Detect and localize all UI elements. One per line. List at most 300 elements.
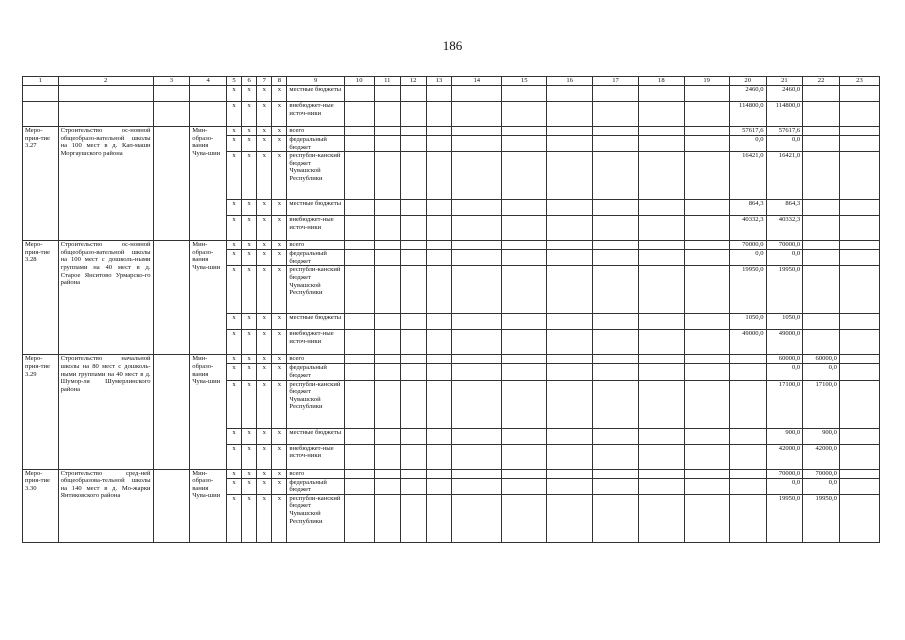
value-col-20: 114800,0	[729, 102, 766, 127]
value-col-23	[839, 266, 879, 314]
executor: Мин-образо-вания Чува-шии	[190, 355, 227, 469]
table-cell	[684, 380, 729, 428]
table-cell	[344, 250, 374, 266]
table-cell	[452, 330, 502, 355]
value-col-20: 70000,0	[729, 241, 766, 250]
funding-source: федеральный бюджет	[287, 364, 344, 380]
table-cell	[374, 330, 400, 355]
table-cell	[452, 380, 502, 428]
table-cell	[592, 152, 638, 200]
mark-cell: х	[242, 469, 257, 478]
table-cell	[400, 444, 426, 469]
table-cell	[502, 364, 547, 380]
table-cell	[426, 330, 452, 355]
mark-cell: х	[242, 86, 257, 102]
table-cell	[400, 314, 426, 330]
mark-cell: х	[257, 136, 272, 152]
table-cell	[452, 494, 502, 542]
value-col-20	[729, 478, 766, 494]
table-cell	[502, 355, 547, 364]
column-header: 4	[190, 77, 227, 86]
value-col-20	[729, 428, 766, 444]
table-cell	[452, 241, 502, 250]
table-cell	[502, 314, 547, 330]
table-cell	[684, 266, 729, 314]
table-cell	[426, 266, 452, 314]
table-cell	[684, 250, 729, 266]
table-cell	[400, 478, 426, 494]
value-col-23	[839, 364, 879, 380]
table-cell	[452, 136, 502, 152]
table-cell	[426, 355, 452, 364]
value-col-21: 1050,0	[766, 314, 803, 330]
table-cell	[502, 200, 547, 216]
value-col-20	[729, 355, 766, 364]
column-header: 8	[272, 77, 287, 86]
table-cell	[344, 469, 374, 478]
executor: Мин-образо-вания Чува-шии	[190, 127, 227, 241]
mark-cell: х	[257, 494, 272, 542]
funding-source: всего	[287, 355, 344, 364]
column-header: 14	[452, 77, 502, 86]
table-cell	[344, 428, 374, 444]
table-cell	[400, 216, 426, 241]
table-row	[23, 127, 880, 136]
header-row	[23, 77, 880, 86]
table-cell	[374, 478, 400, 494]
column-header: 21	[766, 77, 803, 86]
table-cell	[344, 216, 374, 241]
table-cell	[344, 200, 374, 216]
funding-source: федеральный бюджет	[287, 136, 344, 152]
value-col-21: 57617,6	[766, 127, 803, 136]
table-cell	[639, 469, 684, 478]
table-cell	[547, 444, 592, 469]
funding-source: всего	[287, 127, 344, 136]
table-cell	[426, 200, 452, 216]
table-cell	[639, 127, 684, 136]
table-cell	[592, 200, 638, 216]
value-col-20	[729, 364, 766, 380]
table-cell	[374, 127, 400, 136]
mark-cell: х	[257, 364, 272, 380]
value-col-20	[729, 380, 766, 428]
mark-cell: х	[226, 478, 241, 494]
table-cell	[639, 364, 684, 380]
mark-cell: х	[226, 266, 241, 314]
table-cell	[374, 241, 400, 250]
table-cell	[400, 127, 426, 136]
mark-cell: х	[226, 86, 241, 102]
table-cell	[684, 86, 729, 102]
table-cell	[639, 428, 684, 444]
mark-cell: х	[257, 102, 272, 127]
value-col-23	[839, 330, 879, 355]
table-cell	[684, 444, 729, 469]
table-cell	[400, 250, 426, 266]
mark-cell: х	[226, 469, 241, 478]
table-cell	[426, 241, 452, 250]
table-cell	[58, 102, 153, 127]
value-col-22: 17100,0	[803, 380, 840, 428]
column-header: 18	[639, 77, 684, 86]
table-cell	[153, 102, 190, 127]
mark-cell: х	[257, 266, 272, 314]
table-cell	[344, 478, 374, 494]
mark-cell: х	[242, 494, 257, 542]
mark-cell: х	[272, 200, 287, 216]
table-cell	[592, 494, 638, 542]
mark-cell: х	[272, 428, 287, 444]
table-cell	[639, 330, 684, 355]
value-col-22: 0,0	[803, 364, 840, 380]
value-col-21: 17100,0	[766, 380, 803, 428]
funding-source: внебюджет-ные источ-ники	[287, 444, 344, 469]
mark-cell: х	[257, 444, 272, 469]
funding-source: местные бюджеты	[287, 428, 344, 444]
table-cell	[374, 314, 400, 330]
table-row	[23, 355, 880, 364]
table-cell	[344, 152, 374, 200]
column-header: 12	[400, 77, 426, 86]
table-cell	[684, 314, 729, 330]
table-cell	[547, 86, 592, 102]
table-cell	[639, 444, 684, 469]
table-cell	[592, 241, 638, 250]
value-col-20: 40332,3	[729, 216, 766, 241]
value-col-23	[839, 469, 879, 478]
mark-cell: х	[242, 152, 257, 200]
table-cell	[344, 241, 374, 250]
page-number: 186	[442, 38, 463, 53]
table-cell	[684, 330, 729, 355]
column-header: 5	[226, 77, 241, 86]
mark-cell: х	[257, 241, 272, 250]
table-cell	[452, 355, 502, 364]
table-cell	[547, 152, 592, 200]
mark-cell: х	[226, 250, 241, 266]
table-cell	[592, 136, 638, 152]
value-col-21: 114800,0	[766, 102, 803, 127]
mark-cell: х	[257, 127, 272, 136]
funding-source: республи-канский бюджет Чувашской Республики	[287, 152, 344, 200]
table-cell	[547, 355, 592, 364]
table-cell	[639, 314, 684, 330]
table-cell	[592, 355, 638, 364]
value-col-22	[803, 200, 840, 216]
value-col-23	[839, 444, 879, 469]
table-cell	[547, 102, 592, 127]
mark-cell: х	[257, 469, 272, 478]
table-row	[23, 469, 880, 478]
measure-name: Строительство сред-ней общеобразова-тельной школы на 140 мест в д. Мо-жарки Янтиковского района	[58, 469, 153, 542]
table-cell	[344, 102, 374, 127]
table-cell	[592, 444, 638, 469]
mark-cell: х	[257, 478, 272, 494]
value-col-21: 864,3	[766, 200, 803, 216]
table-cell	[344, 494, 374, 542]
table-cell	[684, 136, 729, 152]
table-cell	[400, 136, 426, 152]
column-header: 20	[729, 77, 766, 86]
table-cell	[426, 314, 452, 330]
table-cell	[190, 102, 227, 127]
mark-cell: х	[226, 200, 241, 216]
table-cell	[639, 266, 684, 314]
table-cell	[374, 428, 400, 444]
table-cell	[639, 478, 684, 494]
table-cell	[400, 200, 426, 216]
value-col-23	[839, 241, 879, 250]
value-col-21: 0,0	[766, 364, 803, 380]
table-cell	[400, 102, 426, 127]
table-cell	[547, 428, 592, 444]
column-header: 6	[242, 77, 257, 86]
table-cell	[639, 250, 684, 266]
table-cell	[452, 428, 502, 444]
mark-cell: х	[272, 314, 287, 330]
value-col-23	[839, 216, 879, 241]
value-col-22	[803, 314, 840, 330]
table-cell	[502, 127, 547, 136]
table-cell	[547, 250, 592, 266]
mark-cell: х	[272, 136, 287, 152]
measure-name: Строительство ос-новной общеобразо-вательной школы на 100 мест с дошколь-ными группами на 40 мест в д. Старое Янситово Урмарско-го района	[58, 241, 153, 355]
table-cell	[592, 266, 638, 314]
table-cell	[547, 200, 592, 216]
table-cell	[684, 102, 729, 127]
mark-cell: х	[226, 428, 241, 444]
table-cell	[502, 469, 547, 478]
funding-source: местные бюджеты	[287, 200, 344, 216]
table-cell	[684, 355, 729, 364]
table-cell	[426, 127, 452, 136]
table-cell	[400, 355, 426, 364]
funding-source: республи-канский бюджет Чувашской Республики	[287, 494, 344, 542]
value-col-21: 60000,0	[766, 355, 803, 364]
table-cell	[452, 364, 502, 380]
table-cell	[547, 494, 592, 542]
table-cell	[374, 136, 400, 152]
table-cell	[592, 216, 638, 241]
table-cell	[547, 330, 592, 355]
value-col-20: 16421,0	[729, 152, 766, 200]
table-cell	[684, 494, 729, 542]
mark-cell: х	[242, 241, 257, 250]
table-cell	[23, 102, 59, 127]
table-cell	[58, 86, 153, 102]
mark-cell: х	[242, 250, 257, 266]
mark-cell: х	[242, 355, 257, 364]
value-col-21: 40332,3	[766, 216, 803, 241]
column-header: 10	[344, 77, 374, 86]
table-cell	[374, 200, 400, 216]
table-cell	[452, 469, 502, 478]
table-cell	[502, 478, 547, 494]
value-col-22	[803, 241, 840, 250]
table-cell	[592, 127, 638, 136]
table-cell	[452, 152, 502, 200]
mark-cell: х	[242, 314, 257, 330]
table-cell	[23, 86, 59, 102]
value-col-21: 0,0	[766, 250, 803, 266]
column-header: 19	[684, 77, 729, 86]
table-cell	[400, 330, 426, 355]
measure-name: Строительство начальной школы на 80 мест с дошколь-ными группами на 40 мест в д. Шумор-ля Шумерлинского района	[58, 355, 153, 469]
mark-cell: х	[226, 127, 241, 136]
table-cell	[592, 469, 638, 478]
value-col-20: 19950,0	[729, 266, 766, 314]
mark-cell: х	[242, 102, 257, 127]
measure-label: Меро-прия-тие 3.29	[23, 355, 59, 469]
mark-cell: х	[226, 241, 241, 250]
value-col-23	[839, 478, 879, 494]
value-col-23	[839, 152, 879, 200]
table-cell	[547, 314, 592, 330]
table-cell	[547, 136, 592, 152]
value-col-21: 19950,0	[766, 494, 803, 542]
table-cell	[426, 152, 452, 200]
table-cell	[502, 250, 547, 266]
mark-cell: х	[242, 444, 257, 469]
table-cell	[502, 330, 547, 355]
mark-cell: х	[226, 102, 241, 127]
mark-cell: х	[226, 364, 241, 380]
column-header: 7	[257, 77, 272, 86]
table-cell	[400, 380, 426, 428]
mark-cell: х	[272, 478, 287, 494]
value-col-23	[839, 380, 879, 428]
measure-label: Меро-прия-тие 3.27	[23, 127, 59, 241]
table-cell	[639, 241, 684, 250]
mark-cell: х	[257, 314, 272, 330]
table-cell	[547, 469, 592, 478]
table-cell	[400, 469, 426, 478]
table-cell	[374, 469, 400, 478]
mark-cell: х	[242, 380, 257, 428]
column-header: 9	[287, 77, 344, 86]
table-cell	[684, 469, 729, 478]
table-cell	[426, 380, 452, 428]
funding-source: республи-канский бюджет Чувашской Республики	[287, 266, 344, 314]
column-header: 13	[426, 77, 452, 86]
value-col-20: 0,0	[729, 136, 766, 152]
value-col-22	[803, 330, 840, 355]
mark-cell: х	[257, 355, 272, 364]
table-cell	[639, 355, 684, 364]
table-cell	[344, 444, 374, 469]
mark-cell: х	[257, 216, 272, 241]
mark-cell: х	[226, 330, 241, 355]
mark-cell: х	[242, 127, 257, 136]
mark-cell: х	[272, 102, 287, 127]
table-cell	[344, 127, 374, 136]
mark-cell: х	[272, 494, 287, 542]
table-cell	[374, 380, 400, 428]
value-col-23	[839, 127, 879, 136]
value-col-23	[839, 250, 879, 266]
mark-cell: х	[242, 216, 257, 241]
table-cell	[547, 364, 592, 380]
table-cell	[639, 86, 684, 102]
mark-cell: х	[242, 136, 257, 152]
table-cell	[502, 494, 547, 542]
table-cell	[684, 200, 729, 216]
table-cell	[547, 266, 592, 314]
table-cell	[374, 152, 400, 200]
value-col-22	[803, 102, 840, 127]
measure-name: Строительство ос-новной общеобразо-вательной школы на 100 мест в д. Кап-машн Моргаушского района	[58, 127, 153, 241]
table-cell	[639, 380, 684, 428]
table-cell	[153, 86, 190, 102]
table-cell	[400, 152, 426, 200]
table-cell	[426, 102, 452, 127]
funding-source: федеральный бюджет	[287, 250, 344, 266]
funding-source: республи-канский бюджет Чувашской Республики	[287, 380, 344, 428]
table-cell	[639, 216, 684, 241]
table-cell	[153, 355, 190, 469]
table-cell	[592, 102, 638, 127]
table-cell	[344, 266, 374, 314]
measure-label: Меро-прия-тие 3.28	[23, 241, 59, 355]
mark-cell: х	[242, 428, 257, 444]
value-col-23	[839, 86, 879, 102]
table-cell	[400, 86, 426, 102]
table-cell	[452, 266, 502, 314]
mark-cell: х	[272, 444, 287, 469]
mark-cell: х	[272, 380, 287, 428]
mark-cell: х	[272, 86, 287, 102]
table-cell	[452, 314, 502, 330]
column-header: 23	[839, 77, 879, 86]
table-cell	[452, 444, 502, 469]
table-cell	[592, 478, 638, 494]
table-cell	[344, 86, 374, 102]
table-cell	[639, 102, 684, 127]
table-cell	[374, 250, 400, 266]
mark-cell: х	[242, 364, 257, 380]
value-col-23	[839, 314, 879, 330]
table-cell	[426, 364, 452, 380]
value-col-20: 0,0	[729, 250, 766, 266]
value-col-22: 60000,0	[803, 355, 840, 364]
mark-cell: х	[272, 469, 287, 478]
value-col-22	[803, 266, 840, 314]
table-cell	[153, 469, 190, 542]
table-cell	[344, 330, 374, 355]
column-header: 15	[502, 77, 547, 86]
mark-cell: х	[226, 152, 241, 200]
table-cell	[502, 136, 547, 152]
table-cell	[344, 380, 374, 428]
table-cell	[502, 444, 547, 469]
table-cell	[344, 364, 374, 380]
table-cell	[502, 152, 547, 200]
table-cell	[639, 136, 684, 152]
value-col-23	[839, 428, 879, 444]
table-cell	[374, 266, 400, 314]
table-cell	[452, 250, 502, 266]
table-cell	[400, 364, 426, 380]
value-col-22	[803, 136, 840, 152]
table-cell	[426, 86, 452, 102]
executor: Мин-образо-вания Чува-шии	[190, 469, 227, 542]
table-cell	[426, 250, 452, 266]
value-col-22	[803, 250, 840, 266]
table-cell	[502, 428, 547, 444]
table-cell	[344, 355, 374, 364]
table-cell	[374, 364, 400, 380]
